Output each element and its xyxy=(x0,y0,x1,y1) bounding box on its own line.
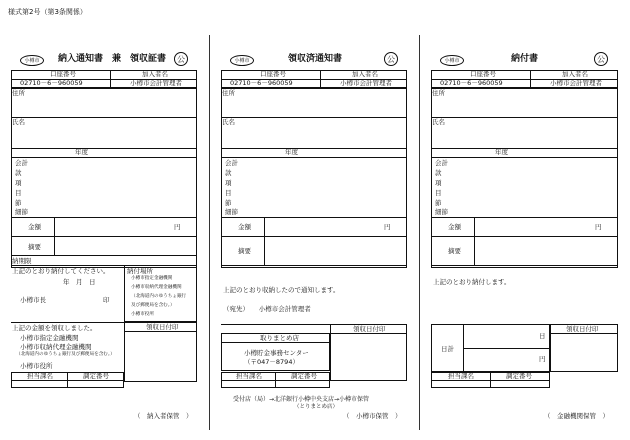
date-text: 年 月 日 xyxy=(63,278,96,286)
otaru-badge: 小樽市 xyxy=(20,55,44,66)
form-number-label: 様式第2号（第3条関係） xyxy=(8,8,87,16)
day-label: 日 xyxy=(539,332,546,340)
row-label: 目 xyxy=(225,189,232,197)
payee-name: 小樽市会計管理者 xyxy=(550,79,602,87)
row-label: 会計 xyxy=(435,159,448,167)
row-label: 細節 xyxy=(435,208,448,216)
notice-text: 上記のとおり収納したので通知します。 xyxy=(223,286,340,294)
yen-label: 円 xyxy=(539,355,546,363)
row-label: 会計 xyxy=(225,159,238,167)
routing-sub: （とりまとめ店） xyxy=(294,404,339,410)
yen-label: 円 xyxy=(595,223,602,231)
routing-text: 受付店（局）→北洋銀行小樽中央支店→小樽市保管 xyxy=(233,396,370,403)
payee-header: 加入者名 xyxy=(352,70,378,78)
row-label: 目 xyxy=(435,189,442,197)
collector-name: 小樽貯金事務センター xyxy=(244,349,309,357)
stamp-label: 領収日付印 xyxy=(353,325,386,333)
row-label: 項 xyxy=(225,179,232,187)
otaru-badge: 小樽市 xyxy=(230,55,254,66)
memo-label: 摘要 xyxy=(28,243,41,251)
account-header: 口座番号 xyxy=(50,70,76,78)
staff-dept-label: 担当課名 xyxy=(236,372,262,380)
address-label: 住所 xyxy=(12,89,25,97)
slip-footer: （ 金融機関保管 ） xyxy=(544,412,609,420)
address-label: 住所 xyxy=(432,89,445,97)
account-number: 02710－6－960059 xyxy=(230,79,293,87)
official-seal-icon: 公 xyxy=(594,52,608,66)
address-label: 住所 xyxy=(222,89,235,97)
received-line: （北海道内のゆうちょ銀行及び郵便局を含む。） xyxy=(16,352,115,357)
staff-dept-label: 担当課名 xyxy=(448,372,474,380)
official-seal-icon: 公 xyxy=(384,52,398,66)
row-label: 目 xyxy=(15,189,22,197)
yen-label: 円 xyxy=(174,223,181,231)
received-text: 上記の金額を領収しました。 xyxy=(12,324,97,332)
payee-header: 加入者名 xyxy=(562,70,588,78)
slip-footer: （ 小樽市保管 ） xyxy=(343,412,402,420)
payment-place-line: 小樽市収納代理金融機関 xyxy=(131,285,182,290)
slip-title: 納入通知書 兼 領収証書 xyxy=(58,54,167,64)
staff-id-label: 調定番号 xyxy=(291,372,317,380)
slip-title: 納付書 xyxy=(511,54,539,64)
payment-place-line: 及び郵便局を含む。） xyxy=(131,303,175,308)
row-label: 項 xyxy=(435,179,442,187)
amount-label: 金額 xyxy=(28,223,41,231)
amount-label: 金額 xyxy=(448,223,461,231)
fiscal-year-label: 年度 xyxy=(75,148,88,156)
name-label: 氏名 xyxy=(432,118,445,126)
seal-mark: 印 xyxy=(103,296,110,304)
memo-label: 摘要 xyxy=(448,247,461,255)
stamp-label: 領収日付印 xyxy=(566,325,599,333)
fiscal-year-label: 年度 xyxy=(285,148,298,156)
row-label: 項 xyxy=(15,179,22,187)
slip-footer: （ 納入者保管 ） xyxy=(134,412,193,420)
stamp-label: 領収日付印 xyxy=(146,323,179,331)
slip-body xyxy=(431,88,618,268)
collector-title: 取りまとめ店 xyxy=(260,334,299,342)
row-label: 款 xyxy=(225,169,232,177)
daily-total-label: 日計 xyxy=(441,345,454,353)
row-label: 会計 xyxy=(15,159,28,167)
account-header: 口座番号 xyxy=(470,70,496,78)
payment-place-line: （北海道内のゆうちょ銀行 xyxy=(131,294,187,299)
payment-place-title: 納付場所 xyxy=(127,267,153,275)
slip-divider xyxy=(419,35,420,430)
payee-name: 小樽市会計管理者 xyxy=(340,79,392,87)
staff-id-label: 調定番号 xyxy=(506,372,532,380)
memo-label: 摘要 xyxy=(238,247,251,255)
received-line: 小樽市役所 xyxy=(20,362,53,370)
due-date-label: 納期限 xyxy=(12,257,32,265)
slip-divider xyxy=(209,35,210,430)
account-header: 口座番号 xyxy=(260,70,286,78)
row-label: 節 xyxy=(15,199,22,207)
received-line: 小樽市指定金融機関 xyxy=(20,334,79,342)
account-number: 02710－6－960059 xyxy=(20,79,83,87)
mayor-label: 小樽市長 xyxy=(20,296,46,304)
official-seal-icon: 公 xyxy=(174,52,188,66)
row-label: 細節 xyxy=(15,208,28,216)
amount-label: 金額 xyxy=(238,223,251,231)
staff-id-label: 調定番号 xyxy=(83,372,109,380)
yen-label: 円 xyxy=(384,223,391,231)
received-line: 小樽市収納代理金融機関 xyxy=(20,343,92,351)
otaru-badge: 小樽市 xyxy=(440,55,464,66)
payee-name: 小樽市会計管理者 xyxy=(130,79,182,87)
staff-dept-label: 担当課名 xyxy=(27,372,53,380)
fiscal-year-label: 年度 xyxy=(495,148,508,156)
row-label: 細節 xyxy=(225,208,238,216)
collector-tel: （〒047－8794） xyxy=(244,358,299,366)
name-label: 氏名 xyxy=(12,118,25,126)
row-label: 節 xyxy=(435,199,442,207)
row-label: 款 xyxy=(435,169,442,177)
row-label: 節 xyxy=(225,199,232,207)
name-label: 氏名 xyxy=(222,118,235,126)
notice-text: 上記のとおり納付します。 xyxy=(433,278,511,286)
account-number: 02710－6－960059 xyxy=(440,79,503,87)
row-label: 款 xyxy=(15,169,22,177)
payee-header: 加入者名 xyxy=(142,70,168,78)
slip-body xyxy=(11,88,197,268)
slip-title: 領収済通知書 xyxy=(288,54,343,64)
notice-text: 上記のとおり納付してください。 xyxy=(12,267,110,275)
payment-place-line: 小樽市指定金融機関 xyxy=(131,276,173,281)
addressee-text: （宛先） 小樽市会計管理者 xyxy=(223,305,311,313)
payment-place-line: 小樽市役所 xyxy=(131,312,154,317)
slip-body xyxy=(221,88,407,268)
